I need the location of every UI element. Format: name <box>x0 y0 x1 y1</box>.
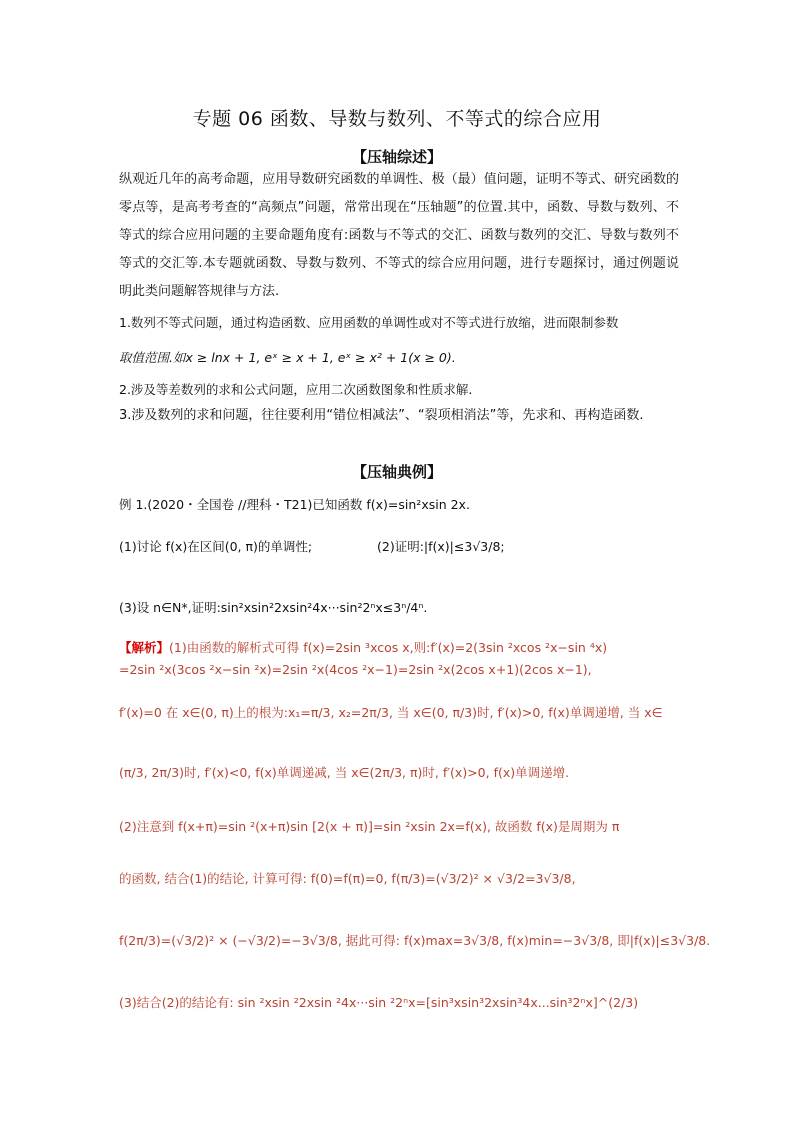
solution-line-6: 的函数, 结合(1)的结论, 计算可得: f(0)=f(π)=0, f(π/3)=(√3/2)² × √3/2=3√3/8, <box>119 871 576 886</box>
page-title: 专题 06 函数、导数与数列、不等式的综合应用 <box>192 108 602 130</box>
question-2: (2)证明:|f(x)|≤3√3/8; <box>377 539 505 554</box>
question-1: (1)讨论 f(x)在区间(0, π)的单调性; <box>119 539 313 554</box>
intro-paragraph: 纵观近几年的高考命题，应用导数研究函数的单调性、极（最）值问题，证明不等式、研究函数的零点等，是高考考查的“高频点”问题，常常出现在“压轴题”的位置.其中，函数、导数与数列、不等式的综合应用问题的主要命题角度有:函数与不等式的交汇、函数与数列的交汇、导数与数列不等式的交汇等.本专题就函数、导数与数列、不等式的综合应用问题，进行专题探讨，通过例题说明此类问题解答规律与方法. <box>119 172 679 299</box>
point-3: 3.涉及数列的求和问题，往往要利用“错位相减法”、“裂项相消法”等，先求和、再构造函数. <box>119 408 644 423</box>
solution-label: 【解析】 <box>119 640 170 655</box>
question-3: (3)设 n∈N*,证明:sin²xsin²2xsin²4x···sin²2ⁿx≤3ⁿ/4ⁿ. <box>119 600 428 615</box>
point-2: 2.涉及等差数列的求和公式问题，应用二次函数图象和性质求解. <box>119 382 473 397</box>
solution-line-8: (3)结合(2)的结论有: sin ²xsin ²2xsin ²4x···sin ²2ⁿx=[sin³xsin³2xsin³4x...sin³2ⁿx]^(2/3) <box>119 995 639 1010</box>
section-heading-overview: 【压轴综述】 <box>351 148 442 166</box>
section-heading-examples: 【压轴典例】 <box>351 463 442 481</box>
solution-line-7: f(2π/3)=(√3/2)² × (−√3/2)=−3√3/8, 据此可得: f(x)max=3√3/8, f(x)min=−3√3/8, 即|f(x)|≤3√3/8. <box>119 933 711 948</box>
solution-line-2: =2sin ²x(3cos ²x−sin ²x)=2sin ²x(4cos ²x−1)=2sin ²x(2cos x+1)(2cos x−1), <box>119 662 592 677</box>
solution-part-1-a: (1)由函数的解析式可得 f(x)=2sin ³xcos x,则:f′(x)=2(3sin ²xcos ²x−sin ⁴x) <box>169 640 608 655</box>
point-1-line-b: 取值范围.如x ≥ lnx + 1, eˣ ≥ x + 1, eˣ ≥ x² + 1(x ≥ 0). <box>119 350 456 365</box>
solution-line-3: f′(x)=0 在 x∈(0, π)上的根为:x₁=π/3, x₂=2π/3, 当 x∈(0, π/3)时, f′(x)>0, f(x)单调递增, 当 x∈ <box>119 705 663 720</box>
solution-line-1 <box>119 638 689 656</box>
example-1-statement: 例 1.(2020・全国卷 //理科・T21)已知函数 f(x)=sin²xsin 2x. <box>119 497 470 512</box>
solution-line-5: (2)注意到 f(x+π)=sin ²(x+π)sin [2(x + π)]=sin ²xsin 2x=f(x), 故函数 f(x)是周期为 π <box>119 819 620 834</box>
point-1-line-a: 1.数列不等式问题，通过构造函数、应用函数的单调性或对不等式进行放缩，进而限制参数 <box>119 315 619 330</box>
solution-line-4: (π/3, 2π/3)时, f′(x)<0, f(x)单调递减, 当 x∈(2π/3, π)时, f′(x)>0, f(x)单调递增. <box>119 765 570 780</box>
